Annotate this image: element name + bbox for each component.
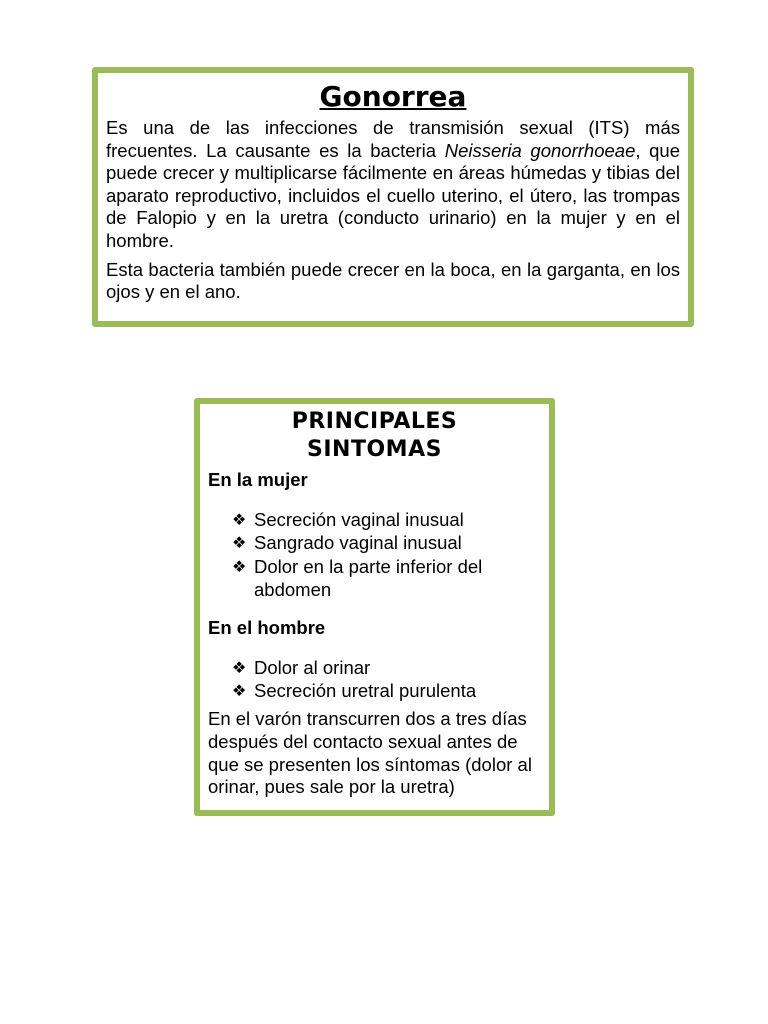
diamond-bullet-icon: ❖: [232, 533, 247, 553]
gonorrea-description: [106, 117, 680, 253]
sintomas-box: [194, 398, 555, 816]
list-item: [232, 656, 541, 679]
description-text-2: , que puede crecer y multiplicarse fácilmente en áreas húmedas y tibias del aparato reproductivo, incluidos el cuello uterino, el útero, las trompas de Falopio y en la uretra (conducto urinario) en la mujer y en el hombre.: [106, 139, 680, 251]
diamond-bullet-icon: ❖: [232, 556, 247, 576]
bacteria-name: Neisseria gonorrhoeae: [444, 139, 636, 161]
description-text-1: Es una de las infecciones de transmisión sexual (ITS) más frecuentes. La causante es la bacteria: [106, 117, 680, 161]
gonorrea-title: Gonorrea: [319, 80, 467, 113]
symptom-text: Secreción uretral purulenta: [254, 680, 477, 702]
mujer-heading: En la mujer: [208, 469, 308, 490]
incubation-note: En el varón transcurren dos a tres días después del contacto sexual antes de que se presenten los síntomas (dolor al orinar, pues sale por la uretra): [208, 708, 532, 798]
list-item: [232, 679, 541, 702]
list-item: [232, 555, 541, 602]
symptom-text: Sangrado vaginal inusual: [254, 532, 462, 554]
gonorrea-box: [92, 67, 694, 327]
diamond-bullet-icon: ❖: [232, 681, 247, 701]
list-item: [232, 508, 541, 531]
gonorrea-locations: Esta bacteria también puede crecer en la boca, en la garganta, en los ojos y en el ano.: [106, 258, 680, 303]
hombre-symptom-list: [208, 656, 541, 703]
sintomas-title-line1: PRINCIPALES: [291, 409, 458, 434]
symptom-text: Secreción vaginal inusual: [254, 509, 464, 530]
sintomas-title-line2: SINTOMAS: [307, 437, 442, 462]
diamond-bullet-icon: ❖: [232, 510, 247, 529]
list-item: [232, 531, 541, 554]
symptom-text: Dolor en la parte inferior del abdomen: [254, 555, 483, 601]
hombre-heading: En el hombre: [208, 616, 326, 638]
symptom-text: Dolor al orinar: [254, 656, 371, 678]
mujer-symptom-list: [208, 508, 541, 602]
diamond-bullet-icon: ❖: [232, 657, 247, 677]
sintomas-title: [208, 408, 541, 464]
